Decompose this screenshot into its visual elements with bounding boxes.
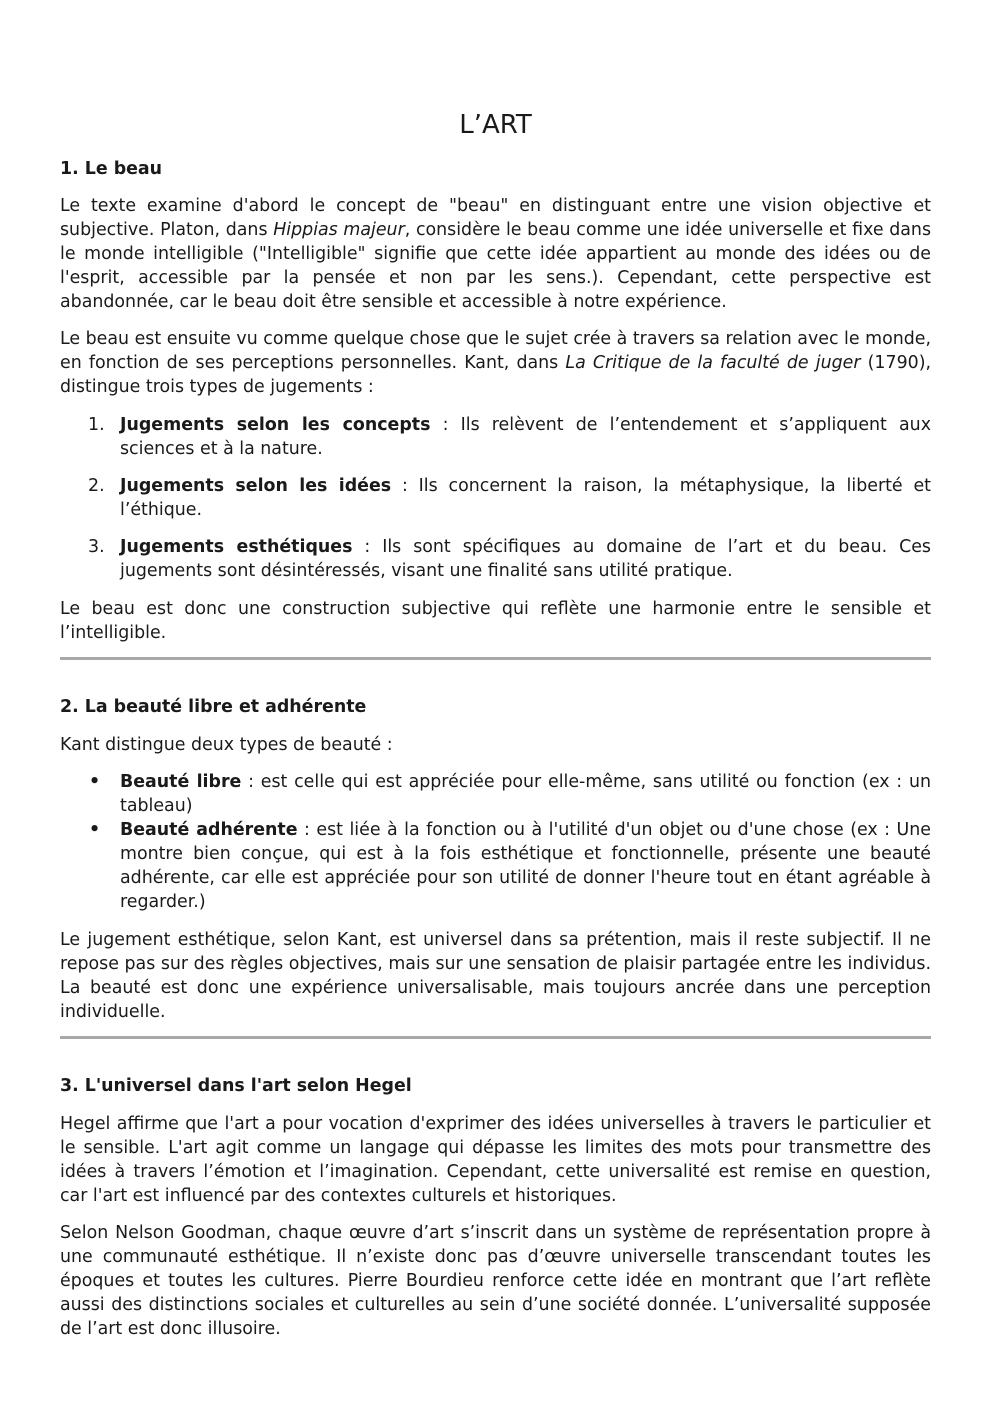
list-description: : est liée à la fonction ou à l'utilité d'un objet ou d'une chose (ex : Une montre bien conçue, qui est à la fois esthétique et fonctionnelle, présente une beauté adhérente, car elle est appréciée pour son utilité de donner l'heure tout en étant agréable à regarder.) [120, 820, 931, 912]
paragraph: Selon Nelson Goodman, chaque œuvre d’art s’inscrit dans un système de représentation propre à une communauté esthétique. Il n’existe donc pas d’œuvre universelle transcendant toutes les époques et toutes les cultures. Pierre Bourdieu renforce cette idée en montrant que l’art reflète aussi des distinctions sociales et culturelles au sein d’une société donnée. L’universalité supposée de l’art est donc illusoire. [60, 1223, 931, 1339]
paragraph-text: (1790), distingue trois types de jugements : [60, 353, 932, 397]
list-marker: 3. [88, 537, 105, 557]
list-description: : Ils relèvent de l’entendement et s’appliquent aux sciences et à la nature. [120, 415, 931, 459]
list-item-text [120, 818, 931, 914]
paragraph: Le jugement esthétique, selon Kant, est universel dans sa prétention, mais il reste subjectif. Il ne repose pas sur des règles objectives, mais sur une sensation de plaisir partagée entre les individus. La beauté est donc une expérience universalisable, mais toujours ancrée dans une perception individuelle. [60, 930, 931, 1022]
paragraph: Le beau est donc une construction subjective qui reflète une harmonie entre le sensible et l’intelligible. [60, 599, 931, 643]
paragraph [60, 327, 931, 399]
section-heading-universel-hegel: 3. L'universel dans l'art selon Hegel [60, 1076, 412, 1096]
list-item-text [120, 413, 931, 461]
list-marker: 2. [88, 476, 105, 496]
list-term: Jugements selon les idées [120, 476, 392, 496]
bullet-marker: • [89, 820, 101, 840]
paragraph: Kant distingue deux types de beauté : [60, 735, 393, 755]
list-term: Beauté adhérente [120, 820, 298, 840]
book-title: La Critique de la faculté de juger [565, 353, 861, 373]
paragraph-text: Le beau est ensuite vu comme quelque chose que le sujet crée à travers sa relation avec le monde, en fonction de ses perceptions personnelles. Kant, dans [60, 329, 931, 373]
list-description: : Ils concernent la raison, la métaphysique, la liberté et l’éthique. [120, 476, 931, 520]
section-heading-le-beau: 1. Le beau [60, 159, 163, 179]
section-divider [60, 657, 931, 660]
list-term: Beauté libre [120, 772, 242, 792]
paragraph: Hegel affirme que l'art a pour vocation d'exprimer des idées universelles à travers le particulier et le sensible. L'art agit comme un langage qui dépasse les limites des mots pour transmettre des idées à travers l’émotion et l’imagination. Cependant, cette universalité est remise en question, car l'art est influencé par des contextes culturels et historiques. [60, 1114, 931, 1206]
list-description: : est celle qui est appréciée pour elle-même, sans utilité ou fonction (ex : un tableau) [120, 772, 931, 816]
list-term: Jugements esthétiques [120, 537, 353, 557]
paragraph [60, 194, 931, 314]
paragraph-text: , considère le beau comme une idée universelle et fixe dans le monde intelligible ("Intelligible" signifie que cette idée appartient au monde des idées ou de l'esprit, accessible par la pensée et non par les sens.). Cependant, cette perspective est abandonnée, car le beau doit être sensible et accessible à notre expérience. [60, 220, 932, 312]
list-description: : Ils sont spécifiques au domaine de l’art et du beau. Ces jugements sont désintéressés, visant une finalité sans utilité pratique. [120, 537, 931, 581]
list-term: Jugements selon les concepts [120, 415, 431, 435]
list-item-text [120, 770, 931, 818]
bullet-marker: • [89, 772, 101, 792]
page-title: L’ART [459, 110, 532, 140]
section-divider [60, 1036, 931, 1039]
paragraph-text: Le texte examine d'abord le concept de "beau" en distinguant entre une vision objective et subjective. Platon, dans [60, 196, 931, 240]
list-marker: 1. [88, 415, 105, 435]
section-heading-beaute-libre-adherente: 2. La beauté libre et adhérente [60, 697, 367, 717]
book-title: Hippias majeur [273, 220, 405, 240]
list-item-text [120, 474, 931, 522]
list-item-text [120, 535, 931, 583]
